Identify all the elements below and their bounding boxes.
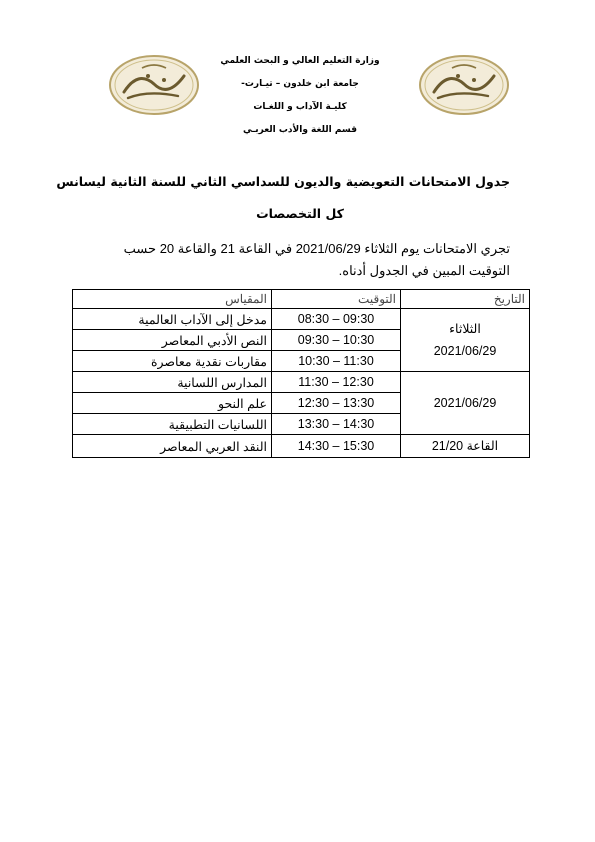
- intro-paragraph: تجري الامتحانات يوم الثلاثاء 2021/06/29 في القاعة 21 والقاعة 20 حسب التوقيت المبين في الجدول أدناه.: [123, 241, 510, 278]
- time-cell: 14:30 – 15:30: [272, 435, 401, 458]
- table-row: [73, 309, 530, 330]
- university-logo-left: [108, 54, 200, 116]
- time-cell: 13:30 – 14:30: [272, 414, 401, 435]
- day-label: الثلاثاء: [449, 322, 481, 336]
- ministry-name: وزارة التعليم العالي و البحث العلمي: [220, 56, 380, 66]
- header-date: التاريخ: [401, 290, 530, 309]
- institution-header: [200, 50, 400, 142]
- table-header-row: [73, 290, 530, 309]
- faculty-name: كليـة الآداب و اللغـات: [253, 102, 347, 112]
- subject-cell: النص الأدبي المعاصر: [73, 330, 272, 351]
- time-cell: 08:30 – 09:30: [272, 309, 401, 330]
- table-row: [73, 372, 530, 393]
- subject-cell: النقد العربي المعاصر: [73, 435, 272, 458]
- exam-schedule-table: [72, 289, 530, 458]
- date-cell-group-2: [401, 372, 530, 435]
- document-subtitle: كل التخصصات: [256, 206, 344, 221]
- date-cell-group-1: [401, 309, 530, 372]
- subject-cell: اللسانيات التطبيقية: [73, 414, 272, 435]
- university-name: جامعة ابن خلدون – تيـارت-: [241, 79, 359, 89]
- university-seal-icon: [108, 54, 200, 116]
- university-seal-icon: [418, 54, 510, 116]
- subject-cell: علم النحو: [73, 393, 272, 414]
- time-cell: 11:30 – 12:30: [272, 372, 401, 393]
- document-title: جدول الامتحانات التعويضية والديون للسداسي الثاني للسنة الثانية ليسانس: [56, 174, 510, 189]
- time-cell: 10:30 – 11:30: [272, 351, 401, 372]
- university-logo-right: [418, 54, 510, 116]
- department-name: قسم اللغة والأدب العربـي: [243, 125, 357, 135]
- table-row: [73, 435, 530, 458]
- subject-cell: المدارس اللسانية: [73, 372, 272, 393]
- time-cell: 09:30 – 10:30: [272, 330, 401, 351]
- subject-cell: مدخل إلى الآداب العالمية: [73, 309, 272, 330]
- header-time: التوقيت: [272, 290, 401, 309]
- room-cell: القاعة 21/20: [401, 435, 530, 458]
- date-label: 2021/06/29: [433, 396, 497, 410]
- subject-cell: مقاربات نقدية معاصرة: [73, 351, 272, 372]
- header-subject: المقياس: [73, 290, 272, 309]
- date-label: 2021/06/29: [433, 344, 497, 358]
- time-cell: 12:30 – 13:30: [272, 393, 401, 414]
